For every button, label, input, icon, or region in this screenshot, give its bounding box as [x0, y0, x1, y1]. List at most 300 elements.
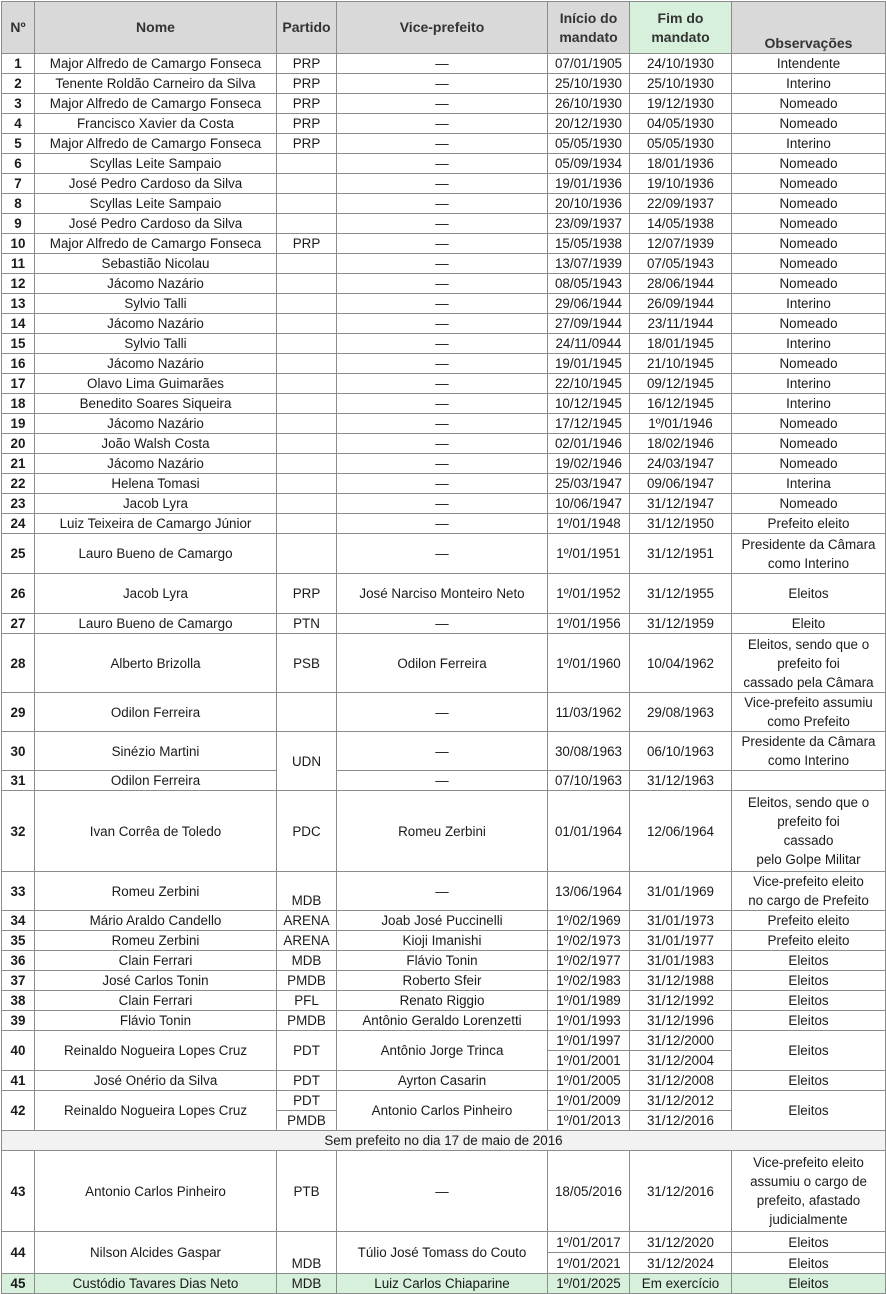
- cell-fim: 21/10/1945: [630, 354, 732, 374]
- cell-partido: [277, 274, 337, 294]
- cell-nome: Scyllas Leite Sampaio: [35, 194, 277, 214]
- cell-fim: 18/01/1945: [630, 334, 732, 354]
- cell-obs: Presidente da Câmara como Interino: [732, 732, 886, 771]
- cell-partido: [277, 494, 337, 514]
- cell-nome: Jacob Lyra: [35, 494, 277, 514]
- table-row: [2, 951, 886, 971]
- cell-vice: —: [337, 274, 548, 294]
- cell-n: 21: [2, 454, 35, 474]
- cell-obs: Interino: [732, 294, 886, 314]
- cell-vice: —: [337, 494, 548, 514]
- table-row: [2, 494, 886, 514]
- cell-n: 41: [2, 1071, 35, 1091]
- cell-partido: PRP: [277, 134, 337, 154]
- cell-inicio: 1º/01/1951: [548, 534, 630, 574]
- cell-fim: 31/12/2024: [630, 1253, 732, 1274]
- cell-fim: 31/12/1955: [630, 574, 732, 614]
- cell-inicio: 1º/02/1977: [548, 951, 630, 971]
- cell-inicio: 15/05/1938: [548, 234, 630, 254]
- cell-n: 19: [2, 414, 35, 434]
- cell-nome: Jacob Lyra: [35, 574, 277, 614]
- cell-partido: PTB: [277, 1151, 337, 1232]
- cell-inicio: 1º/02/1969: [548, 911, 630, 931]
- cell-n: 24: [2, 514, 35, 534]
- cell-inicio: 10/12/1945: [548, 394, 630, 414]
- cell-obs: Prefeito eleito: [732, 911, 886, 931]
- cell-partido: PDC: [277, 791, 337, 872]
- table-row: [2, 154, 886, 174]
- cell-fim: 31/12/2016: [630, 1151, 732, 1232]
- cell-inicio: 1º/01/1993: [548, 1011, 630, 1031]
- cell-obs: Nomeado: [732, 114, 886, 134]
- cell-inicio: 25/10/1930: [548, 74, 630, 94]
- cell-nome: Jácomo Nazário: [35, 454, 277, 474]
- cell-inicio: 29/06/1944: [548, 294, 630, 314]
- cell-partido: [277, 534, 337, 574]
- cell-inicio: 19/02/1946: [548, 454, 630, 474]
- cell-fim: 06/10/1963: [630, 732, 732, 771]
- cell-vice: —: [337, 414, 548, 434]
- cell-partido: PFL: [277, 991, 337, 1011]
- cell-fim: 12/06/1964: [630, 791, 732, 872]
- cell-vice: —: [337, 693, 548, 732]
- cell-partido: PRP: [277, 234, 337, 254]
- cell-vice: —: [337, 254, 548, 274]
- cell-n: 10: [2, 234, 35, 254]
- cell-nome: Odilon Ferreira: [35, 771, 277, 791]
- cell-partido: [277, 394, 337, 414]
- table-row: [2, 294, 886, 314]
- table-row: [2, 94, 886, 114]
- cell-n: 25: [2, 534, 35, 574]
- cell-n: 15: [2, 334, 35, 354]
- cell-inicio: 24/11/0944: [548, 334, 630, 354]
- cell-fim: 31/12/1947: [630, 494, 732, 514]
- cell-inicio: 08/05/1943: [548, 274, 630, 294]
- cell-partido: PRP: [277, 54, 337, 74]
- cell-partido: MDB: [277, 1274, 337, 1294]
- cell-partido: ARENA: [277, 911, 337, 931]
- cell-nome: Antonio Carlos Pinheiro: [35, 1151, 277, 1232]
- cell-inicio: 11/03/1962: [548, 693, 630, 732]
- cell-nome: Jácomo Nazário: [35, 414, 277, 434]
- cell-obs: Eleitos, sendo que o prefeito foi cassado pela Câmara: [732, 634, 886, 693]
- table-row: [2, 134, 886, 154]
- cell-n: 30: [2, 732, 35, 771]
- cell-n: 44: [2, 1232, 35, 1274]
- cell-obs: Interino: [732, 134, 886, 154]
- cell-vice: —: [337, 234, 548, 254]
- cell-nome: Jácomo Nazário: [35, 274, 277, 294]
- cell-vice: Joab José Puccinelli: [337, 911, 548, 931]
- table-row: [2, 314, 886, 334]
- table-row: [2, 194, 886, 214]
- cell-n: 43: [2, 1151, 35, 1232]
- cell-obs: Nomeado: [732, 254, 886, 274]
- cell-obs: Eleitos: [732, 574, 886, 614]
- cell-partido: PDT: [277, 1091, 337, 1111]
- table-row: [2, 274, 886, 294]
- cell-inicio: 30/08/1963: [548, 732, 630, 771]
- cell-nome: João Walsh Costa: [35, 434, 277, 454]
- cell-obs: Eleitos: [732, 1253, 886, 1274]
- table-row: [2, 114, 886, 134]
- cell-n: 31: [2, 771, 35, 791]
- cell-fim: 31/01/1983: [630, 951, 732, 971]
- cell-partido: [277, 434, 337, 454]
- cell-partido: [277, 474, 337, 494]
- cell-n: 34: [2, 911, 35, 931]
- cell-vice: —: [337, 74, 548, 94]
- cell-obs: Prefeito eleito: [732, 931, 886, 951]
- cell-nome: Sylvio Talli: [35, 294, 277, 314]
- table-row: [2, 214, 886, 234]
- table-row: [2, 991, 886, 1011]
- cell-vice: —: [337, 534, 548, 574]
- cell-nome: Francisco Xavier da Costa: [35, 114, 277, 134]
- cell-fim: 26/09/1944: [630, 294, 732, 314]
- cell-nome: Major Alfredo de Camargo Fonseca: [35, 234, 277, 254]
- cell-n: 32: [2, 791, 35, 872]
- cell-obs: Interino: [732, 394, 886, 414]
- cell-fim: 31/12/2004: [630, 1051, 732, 1071]
- cell-nome: Major Alfredo de Camargo Fonseca: [35, 94, 277, 114]
- table-row: [2, 334, 886, 354]
- cell-inicio: 19/01/1945: [548, 354, 630, 374]
- cell-inicio: 1º/01/2005: [548, 1071, 630, 1091]
- cell-obs: Presidente da Câmara como Interino: [732, 534, 886, 574]
- cell-vice: —: [337, 434, 548, 454]
- cell-nome: José Carlos Tonin: [35, 971, 277, 991]
- cell-partido: [277, 454, 337, 474]
- cell-inicio: 1º/01/2021: [548, 1253, 630, 1274]
- cell-n: 26: [2, 574, 35, 614]
- cell-obs: Interino: [732, 334, 886, 354]
- cell-nome: Reinaldo Nogueira Lopes Cruz: [35, 1091, 277, 1131]
- cell-inicio: 17/12/1945: [548, 414, 630, 434]
- cell-vice: —: [337, 1151, 548, 1232]
- cell-n: 18: [2, 394, 35, 414]
- cell-partido: [277, 194, 337, 214]
- cell-partido: ARENA: [277, 931, 337, 951]
- cell-obs: Eleitos: [732, 1031, 886, 1071]
- cell-nome: José Pedro Cardoso da Silva: [35, 214, 277, 234]
- cell-n: 17: [2, 374, 35, 394]
- cell-n: 28: [2, 634, 35, 693]
- cell-vice: Túlio José Tomass do Couto: [337, 1232, 548, 1274]
- cell-inicio: 1º/01/2013: [548, 1111, 630, 1131]
- cell-obs: Nomeado: [732, 234, 886, 254]
- cell-nome: Scyllas Leite Sampaio: [35, 154, 277, 174]
- cell-nome: Lauro Bueno de Camargo: [35, 534, 277, 574]
- cell-obs: Nomeado: [732, 174, 886, 194]
- cell-inicio: 05/09/1934: [548, 154, 630, 174]
- cell-inicio: 1º/01/1997: [548, 1031, 630, 1051]
- table-row: [2, 911, 886, 931]
- cell-fim: 05/05/1930: [630, 134, 732, 154]
- mayors-table: [1, 1, 886, 1294]
- table-row: [2, 514, 886, 534]
- table-row: [2, 54, 886, 74]
- cell-nome: Nilson Alcides Gaspar: [35, 1232, 277, 1274]
- cell-obs: Nomeado: [732, 314, 886, 334]
- cell-n: 8: [2, 194, 35, 214]
- cell-inicio: 1º/01/1952: [548, 574, 630, 614]
- cell-inicio: 27/09/1944: [548, 314, 630, 334]
- cell-vice: José Narciso Monteiro Neto: [337, 574, 548, 614]
- cell-obs: Nomeado: [732, 214, 886, 234]
- cell-partido: PMDB: [277, 1111, 337, 1131]
- cell-fim: 31/12/2000: [630, 1031, 732, 1051]
- table-row: [2, 234, 886, 254]
- cell-vice: —: [337, 54, 548, 74]
- cell-vice: Antonio Carlos Pinheiro: [337, 1091, 548, 1131]
- table-row: [2, 394, 886, 414]
- cell-inicio: 20/12/1930: [548, 114, 630, 134]
- cell-partido: PMDB: [277, 971, 337, 991]
- cell-inicio: 1º/02/1973: [548, 931, 630, 951]
- cell-vice: —: [337, 294, 548, 314]
- cell-fim: 25/10/1930: [630, 74, 732, 94]
- cell-nome: Jácomo Nazário: [35, 354, 277, 374]
- cell-nome: Tenente Roldão Carneiro da Silva: [35, 74, 277, 94]
- cell-fim: 23/11/1944: [630, 314, 732, 334]
- cell-obs: Eleitos: [732, 1232, 886, 1253]
- table-row: [2, 1011, 886, 1031]
- cell-nome: Odilon Ferreira: [35, 693, 277, 732]
- cell-inicio: 1º/01/1989: [548, 991, 630, 1011]
- cell-fim: 31/12/1951: [630, 534, 732, 574]
- cell-n: 39: [2, 1011, 35, 1031]
- cell-obs: Eleitos: [732, 1011, 886, 1031]
- cell-inicio: 05/05/1930: [548, 134, 630, 154]
- cell-vice: —: [337, 114, 548, 134]
- cell-vice: —: [337, 154, 548, 174]
- cell-partido: PDT: [277, 1031, 337, 1071]
- cell-fim: 10/04/1962: [630, 634, 732, 693]
- cell-partido: [277, 294, 337, 314]
- cell-obs: Nomeado: [732, 434, 886, 454]
- cell-nome: Ivan Corrêa de Toledo: [35, 791, 277, 872]
- cell-nome: Reinaldo Nogueira Lopes Cruz: [35, 1031, 277, 1071]
- cell-n: 2: [2, 74, 35, 94]
- cell-vice: —: [337, 94, 548, 114]
- cell-nome: Clain Ferrari: [35, 951, 277, 971]
- cell-fim: Em exercício: [630, 1274, 732, 1294]
- cell-nome: Benedito Soares Siqueira: [35, 394, 277, 414]
- cell-n: 23: [2, 494, 35, 514]
- cell-fim: 28/06/1944: [630, 274, 732, 294]
- cell-obs: Nomeado: [732, 354, 886, 374]
- cell-fim: 31/12/2012: [630, 1091, 732, 1111]
- cell-obs: Nomeado: [732, 154, 886, 174]
- cell-partido: [277, 154, 337, 174]
- cell-fim: 18/02/1946: [630, 434, 732, 454]
- cell-obs: Vice-prefeito eleito assumiu o cargo de prefeito, afastado judicialmente: [732, 1151, 886, 1232]
- cell-vice: —: [337, 394, 548, 414]
- cell-vice: —: [337, 454, 548, 474]
- cell-vice: —: [337, 194, 548, 214]
- cell-obs: Nomeado: [732, 194, 886, 214]
- cell-obs: Eleitos: [732, 971, 886, 991]
- cell-obs: [732, 771, 886, 791]
- cell-nome: Clain Ferrari: [35, 991, 277, 1011]
- cell-vice: —: [337, 314, 548, 334]
- cell-nome: Romeu Zerbini: [35, 872, 277, 911]
- header-inicio: Início do mandato: [548, 2, 630, 54]
- cell-fim: 1º/01/1946: [630, 414, 732, 434]
- cell-obs: Eleitos: [732, 951, 886, 971]
- cell-obs: Eleitos: [732, 991, 886, 1011]
- cell-nome: Helena Tomasi: [35, 474, 277, 494]
- cell-n: 1: [2, 54, 35, 74]
- cell-nome: Custódio Tavares Dias Neto: [35, 1274, 277, 1294]
- cell-fim: 31/12/1963: [630, 771, 732, 791]
- cell-obs: Eleitos, sendo que o prefeito foi cassado pelo Golpe Militar: [732, 791, 886, 872]
- cell-nome: Jácomo Nazário: [35, 314, 277, 334]
- cell-fim: 31/12/1992: [630, 991, 732, 1011]
- cell-partido: PTN: [277, 614, 337, 634]
- cell-fim: 14/05/1938: [630, 214, 732, 234]
- cell-partido: [277, 514, 337, 534]
- cell-vice: Luiz Carlos Chiaparine: [337, 1274, 548, 1294]
- cell-inicio: 18/05/2016: [548, 1151, 630, 1232]
- cell-fim: 29/08/1963: [630, 693, 732, 732]
- cell-n: 7: [2, 174, 35, 194]
- cell-nome: Alberto Brizolla: [35, 634, 277, 693]
- cell-obs: Nomeado: [732, 414, 886, 434]
- cell-fim: 09/06/1947: [630, 474, 732, 494]
- cell-partido: UDN: [277, 732, 337, 791]
- cell-nome: Lauro Bueno de Camargo: [35, 614, 277, 634]
- cell-n: 14: [2, 314, 35, 334]
- cell-inicio: 26/10/1930: [548, 94, 630, 114]
- cell-n: 36: [2, 951, 35, 971]
- cell-partido: [277, 334, 337, 354]
- cell-n: 40: [2, 1031, 35, 1071]
- cell-inicio: 01/01/1964: [548, 791, 630, 872]
- cell-vice: Renato Riggio: [337, 991, 548, 1011]
- cell-vice: —: [337, 334, 548, 354]
- cell-obs: Eleitos: [732, 1091, 886, 1131]
- cell-n: 4: [2, 114, 35, 134]
- header-nome: Nome: [35, 2, 277, 54]
- cell-partido: [277, 354, 337, 374]
- cell-vice: —: [337, 514, 548, 534]
- cell-inicio: 1º/01/1960: [548, 634, 630, 693]
- cell-partido: PMDB: [277, 1011, 337, 1031]
- table-row: [2, 74, 886, 94]
- cell-vice: —: [337, 354, 548, 374]
- cell-vice: —: [337, 771, 548, 791]
- cell-fim: 04/05/1930: [630, 114, 732, 134]
- cell-n: 37: [2, 971, 35, 991]
- table-row: [2, 374, 886, 394]
- cell-vice: Romeu Zerbini: [337, 791, 548, 872]
- cell-vice: —: [337, 614, 548, 634]
- cell-obs: Prefeito eleito: [732, 514, 886, 534]
- cell-fim: 22/09/1937: [630, 194, 732, 214]
- cell-obs: Nomeado: [732, 494, 886, 514]
- table-row: [2, 254, 886, 274]
- table-row: [2, 971, 886, 991]
- cell-obs: Eleitos: [732, 1071, 886, 1091]
- cell-partido: [277, 693, 337, 732]
- cell-fim: 31/12/2016: [630, 1111, 732, 1131]
- cell-n: 27: [2, 614, 35, 634]
- cell-nome: Sinézio Martini: [35, 732, 277, 771]
- cell-inicio: 1º/01/1948: [548, 514, 630, 534]
- table-row: [2, 434, 886, 454]
- cell-obs: Nomeado: [732, 454, 886, 474]
- cell-obs: Nomeado: [732, 94, 886, 114]
- cell-inicio: 23/09/1937: [548, 214, 630, 234]
- cell-vice: Odilon Ferreira: [337, 634, 548, 693]
- table-row: [2, 174, 886, 194]
- cell-vice: —: [337, 374, 548, 394]
- table-row: [2, 474, 886, 494]
- cell-n: 33: [2, 872, 35, 911]
- cell-fim: 31/12/2020: [630, 1232, 732, 1253]
- cell-n: 6: [2, 154, 35, 174]
- cell-vice: Roberto Sfeir: [337, 971, 548, 991]
- cell-obs: Interino: [732, 74, 886, 94]
- cell-nome: José Onério da Silva: [35, 1071, 277, 1091]
- cell-partido: MDB: [277, 1232, 337, 1274]
- cell-obs: Interino: [732, 374, 886, 394]
- cell-nome: Major Alfredo de Camargo Fonseca: [35, 54, 277, 74]
- cell-fim: 12/07/1939: [630, 234, 732, 254]
- cell-fim: 31/12/2008: [630, 1071, 732, 1091]
- cell-partido: [277, 414, 337, 434]
- header-obs: Observações: [732, 2, 886, 54]
- table-row: [2, 414, 886, 434]
- cell-inicio: 07/01/1905: [548, 54, 630, 74]
- cell-partido: [277, 174, 337, 194]
- cell-vice: Kioji Imanishi: [337, 931, 548, 951]
- table-row: [2, 454, 886, 474]
- cell-inicio: 1º/01/2025: [548, 1274, 630, 1294]
- header-fim: Fim do mandato: [630, 2, 732, 54]
- cell-nome: Sebastião Nicolau: [35, 254, 277, 274]
- cell-fim: 31/12/1996: [630, 1011, 732, 1031]
- cell-partido: [277, 374, 337, 394]
- cell-obs: Vice-prefeito eleito no cargo de Prefeito: [732, 872, 886, 911]
- cell-vice: —: [337, 732, 548, 771]
- cell-partido: [277, 214, 337, 234]
- cell-n: 9: [2, 214, 35, 234]
- cell-fim: 09/12/1945: [630, 374, 732, 394]
- cell-inicio: 22/10/1945: [548, 374, 630, 394]
- cell-fim: 31/12/1950: [630, 514, 732, 534]
- cell-vice: —: [337, 134, 548, 154]
- cell-fim: 31/01/1977: [630, 931, 732, 951]
- cell-vice: —: [337, 474, 548, 494]
- cell-inicio: 19/01/1936: [548, 174, 630, 194]
- cell-fim: 24/10/1930: [630, 54, 732, 74]
- table-row: [2, 354, 886, 374]
- cell-n: 3: [2, 94, 35, 114]
- cell-n: 29: [2, 693, 35, 732]
- cell-n: 13: [2, 294, 35, 314]
- cell-nome: Mário Araldo Candello: [35, 911, 277, 931]
- cell-nome: Sylvio Talli: [35, 334, 277, 354]
- cell-fim: 18/01/1936: [630, 154, 732, 174]
- cell-nome: Romeu Zerbini: [35, 931, 277, 951]
- cell-inicio: 13/06/1964: [548, 872, 630, 911]
- header-n: Nº: [2, 2, 35, 54]
- cell-inicio: 1º/02/1983: [548, 971, 630, 991]
